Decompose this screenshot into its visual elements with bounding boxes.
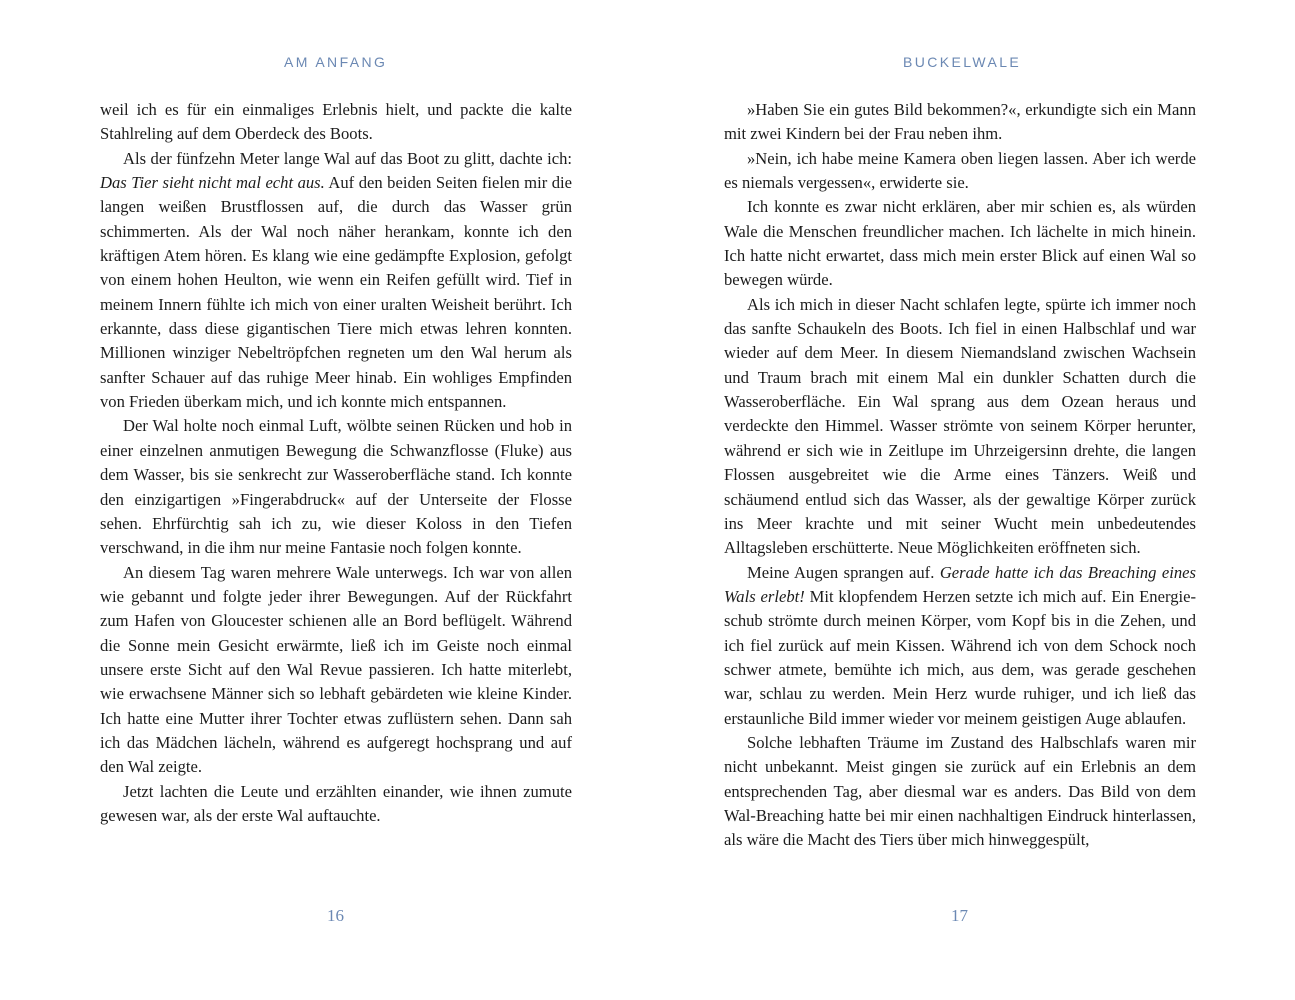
paragraph: Ich konnte es zwar nicht erklären, aber mir schien es, als würden Wale die Menschen freundlicher machen. Ich lächelte in mich hinein. Ich hatte nicht erwartet, dass mich mein erster Blick auf einen Wal so bewegen würde. bbox=[724, 197, 1196, 290]
paragraph: Der Wal holte noch einmal Luft, wölbte seinen Rücken und hob in einer einzelnen anmutigen Bewegung die Schwanzflosse (Fluke) aus dem Wasser, bis sie senkrecht zur Wasseroberfläche stand. Ich konnte den einzigartigen »Fingerabdruck« auf der Unterseite der Flosse sehen. Ehrfürchtig sah ich zu, wie dieser Koloss in den Tiefen verschwand, in die ihm nur meine Fantasie noch folgen konnte. bbox=[100, 416, 572, 558]
italic-text: Das Tier sieht nicht mal echt aus. bbox=[100, 173, 325, 193]
text-run: Auf den beiden Seiten fielen mir die langen weißen Brustflossen auf, die durch das Wasser grün schimmerten. Als der Wal noch näher herankam, konnte ich den kräftigen Atem hören. Es klang wie eine gedämpfte Explosion, gefolgt von einem hohen Heulton, wie wenn ein Reifen gefüllt wird. Tief in meinem Innern fühlte ich mich von einer uralten Weisheit berührt. Ich erkannte, dass diese gigantischen Tiere mich etwas lehren konnten. Millionen winziger Nebeltröpfchen regneten um den Wal herum als sanfter Schauer auf das ruhige Meer hinab. Ein wohliges Empfinden von Frieden überkam mich, und ich konnte mich entspannen. bbox=[100, 173, 573, 412]
paragraph: Solche lebhaften Träume im Zustand des Halbschlafs waren mir nicht unbekannt. Meist gingen sie zurück auf ein Erlebnis an dem entsprechenden Tag, aber diesmal war es anders. Das Bild von dem Wal-Breaching hatte bei mir einen nachhaltigen Eindruck hinterlassen, als wäre die Macht des Tiers über mich hinweggespült, bbox=[724, 732, 1196, 850]
text-run: Als der fünfzehn Meter lange Wal auf das Boot zu glitt, dachte ich: bbox=[123, 148, 572, 168]
page-number: 16 bbox=[327, 906, 344, 925]
right-page bbox=[648, 0, 1295, 1000]
paragraph: An diesem Tag waren mehrere Wale unterwegs. Ich war von allen wie gebannt und folgte jeder ihrer Bewegungen. Auf der Rückfahrt zum Hafen von Gloucester schienen alle an Bord beflügelt. Während die Sonne mein Gesicht erwärmte, ließ ich im Geiste noch einmal unsere erste Sicht auf den Wal Revue passieren. Ich hatte miterlebt, wie erwachsene Männer sich so lebhaft gebärdeten wie kleine Kinder. Ich hatte eine Mutter ihrer Tochter etwas zuflüstern sehen. Dann sah ich das Mädchen lächeln, während es aufgeregt hochsprang und auf den Wal zeigte. bbox=[100, 562, 572, 777]
paragraph: »Haben Sie ein gutes Bild bekommen?«, erkundigte sich ein Mann mit zwei Kindern bei der Frau neben ihm. bbox=[724, 100, 1196, 144]
text-run: Mit klopfendem Herzen setzte ich mich auf. Ein Energieschub strömte durch meinen Körper, vom Kopf bis in die Zehen, und ich fiel zurück auf mein Kissen. Während ich von dem Schock noch schwer atmete, bemühte ich mich, aus dem, was gerade geschehen war, schlau zu werden. Mein Herz wurde ruhiger, und ich ließ das erstaunliche Bild immer wieder vor meinem geistigen Auge ablaufen. bbox=[724, 586, 1196, 728]
left-page bbox=[0, 0, 647, 1000]
page-number: 17 bbox=[951, 906, 968, 925]
paragraph: »Nein, ich habe meine Kamera oben liegen lassen. Aber ich werde es niemals vergessen«, erwiderte sie. bbox=[724, 148, 1196, 193]
italic-text: Gerade hatte ich das Breaching eines Wals erlebt! bbox=[724, 562, 1196, 606]
body-text bbox=[724, 98, 1196, 853]
paragraph bbox=[100, 147, 572, 415]
body-text bbox=[100, 98, 572, 828]
running-head: BUCKELWALE bbox=[903, 54, 1022, 70]
paragraph: Als ich mich in dieser Nacht schlafen legte, spürte ich immer noch das sanfte Schaukeln des Boots. Ich fiel in einen Halbschlaf und war wieder auf dem Meer. In diesem Niemandsland zwischen Wachsein und Traum brach mit einem Mal ein dunkler Schatten durch die Wasseroberfläche. Ein Wal sprang aus dem Ozean heraus und verdeckte den Himmel. Wasser strömte von seinem Körper herunter, während er sich wie in Zeitlupe im Uhrzeigersinn drehte, die langen Flossen ausgebreitet wie die Arme eines Tänzers. Weiß und schäumend entlud sich das Wasser, als der gewaltige Körper zurück ins Meer krachte und mit seiner Wucht mein unbedeutendes Alltagsleben erschütterte. Neue Möglichkeiten eröffneten sich. bbox=[724, 294, 1196, 558]
paragraph bbox=[724, 561, 1196, 731]
paragraph: weil ich es für ein einmaliges Erlebnis hielt, und packte die kalte Stahlreling auf dem Oberdeck des Boots. bbox=[100, 100, 572, 144]
paragraph: Jetzt lachten die Leute und erzählten einander, wie ihnen zumute gewesen war, als der erste Wal auftauchte. bbox=[100, 781, 572, 825]
text-run: Meine Augen sprangen auf. bbox=[747, 562, 940, 582]
running-head: AM ANFANG bbox=[284, 54, 388, 70]
